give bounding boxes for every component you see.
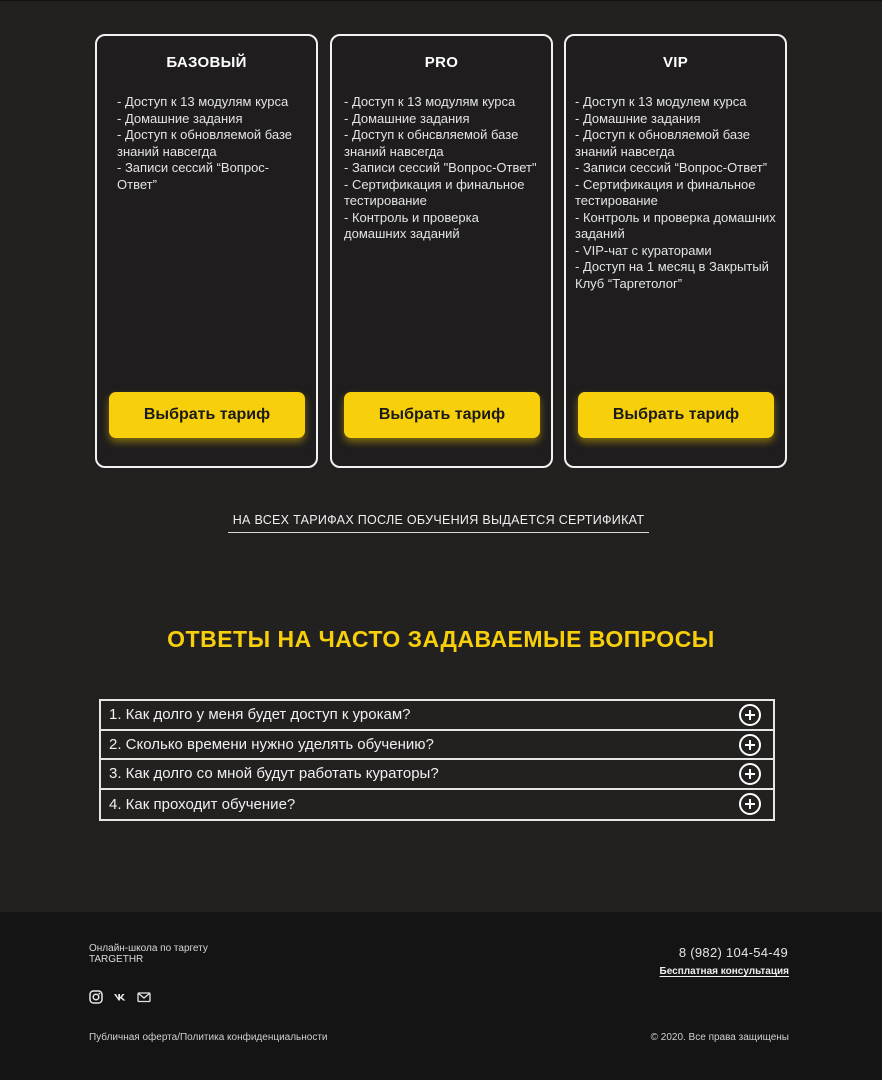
feature-item: - Доступ к обнсвляемой базе знаний навсегда xyxy=(344,127,519,159)
faq-question: 1. Как долго у меня будет доступ к урокам? xyxy=(109,706,411,724)
top-divider xyxy=(0,0,882,1)
plan-title: PRO xyxy=(424,54,459,71)
plan-features xyxy=(117,94,308,193)
feature-item: - Доступ к 13 модулям курса xyxy=(344,94,516,109)
feature-item: - Сертификация и финальное тестирование xyxy=(344,176,525,208)
choose-plan-button[interactable]: Выбрать тариф xyxy=(578,392,774,438)
faq-question: 3. Как долго со мной будут работать кураторы? xyxy=(109,765,439,783)
feature-item: - Доступ к обновляемой базе знаний навсегда xyxy=(117,127,293,159)
faq-item[interactable] xyxy=(101,790,773,820)
feature-item: - Контроль и проверка домашних заданий xyxy=(575,209,776,241)
feature-item: - Сертификация и финальное тестирование xyxy=(575,176,756,208)
faq-question: 4. Как проходит обучение? xyxy=(109,795,296,813)
social-links xyxy=(89,990,151,1004)
faq-item[interactable] xyxy=(101,731,773,761)
plan-title: VIP xyxy=(662,54,689,71)
footer xyxy=(0,912,882,1080)
feature-item: - Доступ к 13 модулям курса xyxy=(117,94,289,109)
feature-item: - Записи сессий "Вопрос-Ответ" xyxy=(344,160,537,175)
feature-item: - Домашние задания xyxy=(344,110,470,126)
plan-features xyxy=(344,94,543,243)
plan-card-vip xyxy=(564,34,787,468)
school-name xyxy=(89,943,208,965)
plan-card-pro xyxy=(330,34,553,468)
feature-item: - VIP-чат с кураторами xyxy=(575,242,712,258)
feature-item: - Доступ к обновляемой базе знаний навсегда xyxy=(575,127,751,159)
choose-plan-button[interactable]: Выбрать тариф xyxy=(344,392,540,438)
mail-icon[interactable] xyxy=(137,990,151,1004)
faq-question: 2. Сколько времени нужно уделять обучению? xyxy=(109,735,434,753)
certificate-note: НА ВСЕХ ТАРИФАХ ПОСЛЕ ОБУЧЕНИЯ ВЫДАЕТСЯ СЕРТИФИКАТ xyxy=(228,513,649,533)
expand-plus-icon[interactable] xyxy=(739,793,761,815)
legal-links[interactable]: Публичная оферта/Политика конфиденциальности xyxy=(89,1032,328,1043)
faq-list xyxy=(99,699,775,821)
instagram-icon[interactable] xyxy=(89,990,103,1004)
feature-item: - Контроль и проверка домашних заданий xyxy=(344,209,479,241)
free-consultation-link[interactable]: Бесплатная консультация xyxy=(659,966,789,977)
expand-plus-icon[interactable] xyxy=(739,734,761,756)
feature-item: - Записи сессий “Вопрос-Ответ” xyxy=(117,160,270,192)
faq-item[interactable] xyxy=(101,701,773,731)
feature-item: - Домашние задания xyxy=(575,110,701,126)
feature-item: - Доступ к 13 модулем курса xyxy=(575,94,747,109)
choose-plan-button[interactable]: Выбрать тариф xyxy=(109,392,305,438)
phone-number[interactable]: 8 (982) 104-54-49 xyxy=(678,945,788,960)
school-brand: TARGETHR xyxy=(89,954,144,965)
plan-features xyxy=(575,94,777,292)
faq-item[interactable] xyxy=(101,760,773,790)
vk-icon[interactable] xyxy=(113,990,127,1004)
copyright-text: © 2020. Все права защищены xyxy=(650,1032,789,1043)
school-tagline: Онлайн-школа по таргету xyxy=(89,943,208,954)
faq-heading: ОТВЕТЫ НА ЧАСТО ЗАДАВАЕМЫЕ ВОПРОСЫ xyxy=(167,626,715,652)
plan-title: БАЗОВЫЙ xyxy=(166,54,247,71)
expand-plus-icon[interactable] xyxy=(739,704,761,726)
feature-item: - Записи сессий “Вопрос-Ответ” xyxy=(575,160,768,175)
feature-item: - Домашние задания xyxy=(117,110,243,126)
plan-card-basic xyxy=(95,34,318,468)
expand-plus-icon[interactable] xyxy=(739,763,761,785)
feature-item: - Доступ на 1 месяц в Закрытый Клуб “Таргетолог” xyxy=(575,259,769,291)
